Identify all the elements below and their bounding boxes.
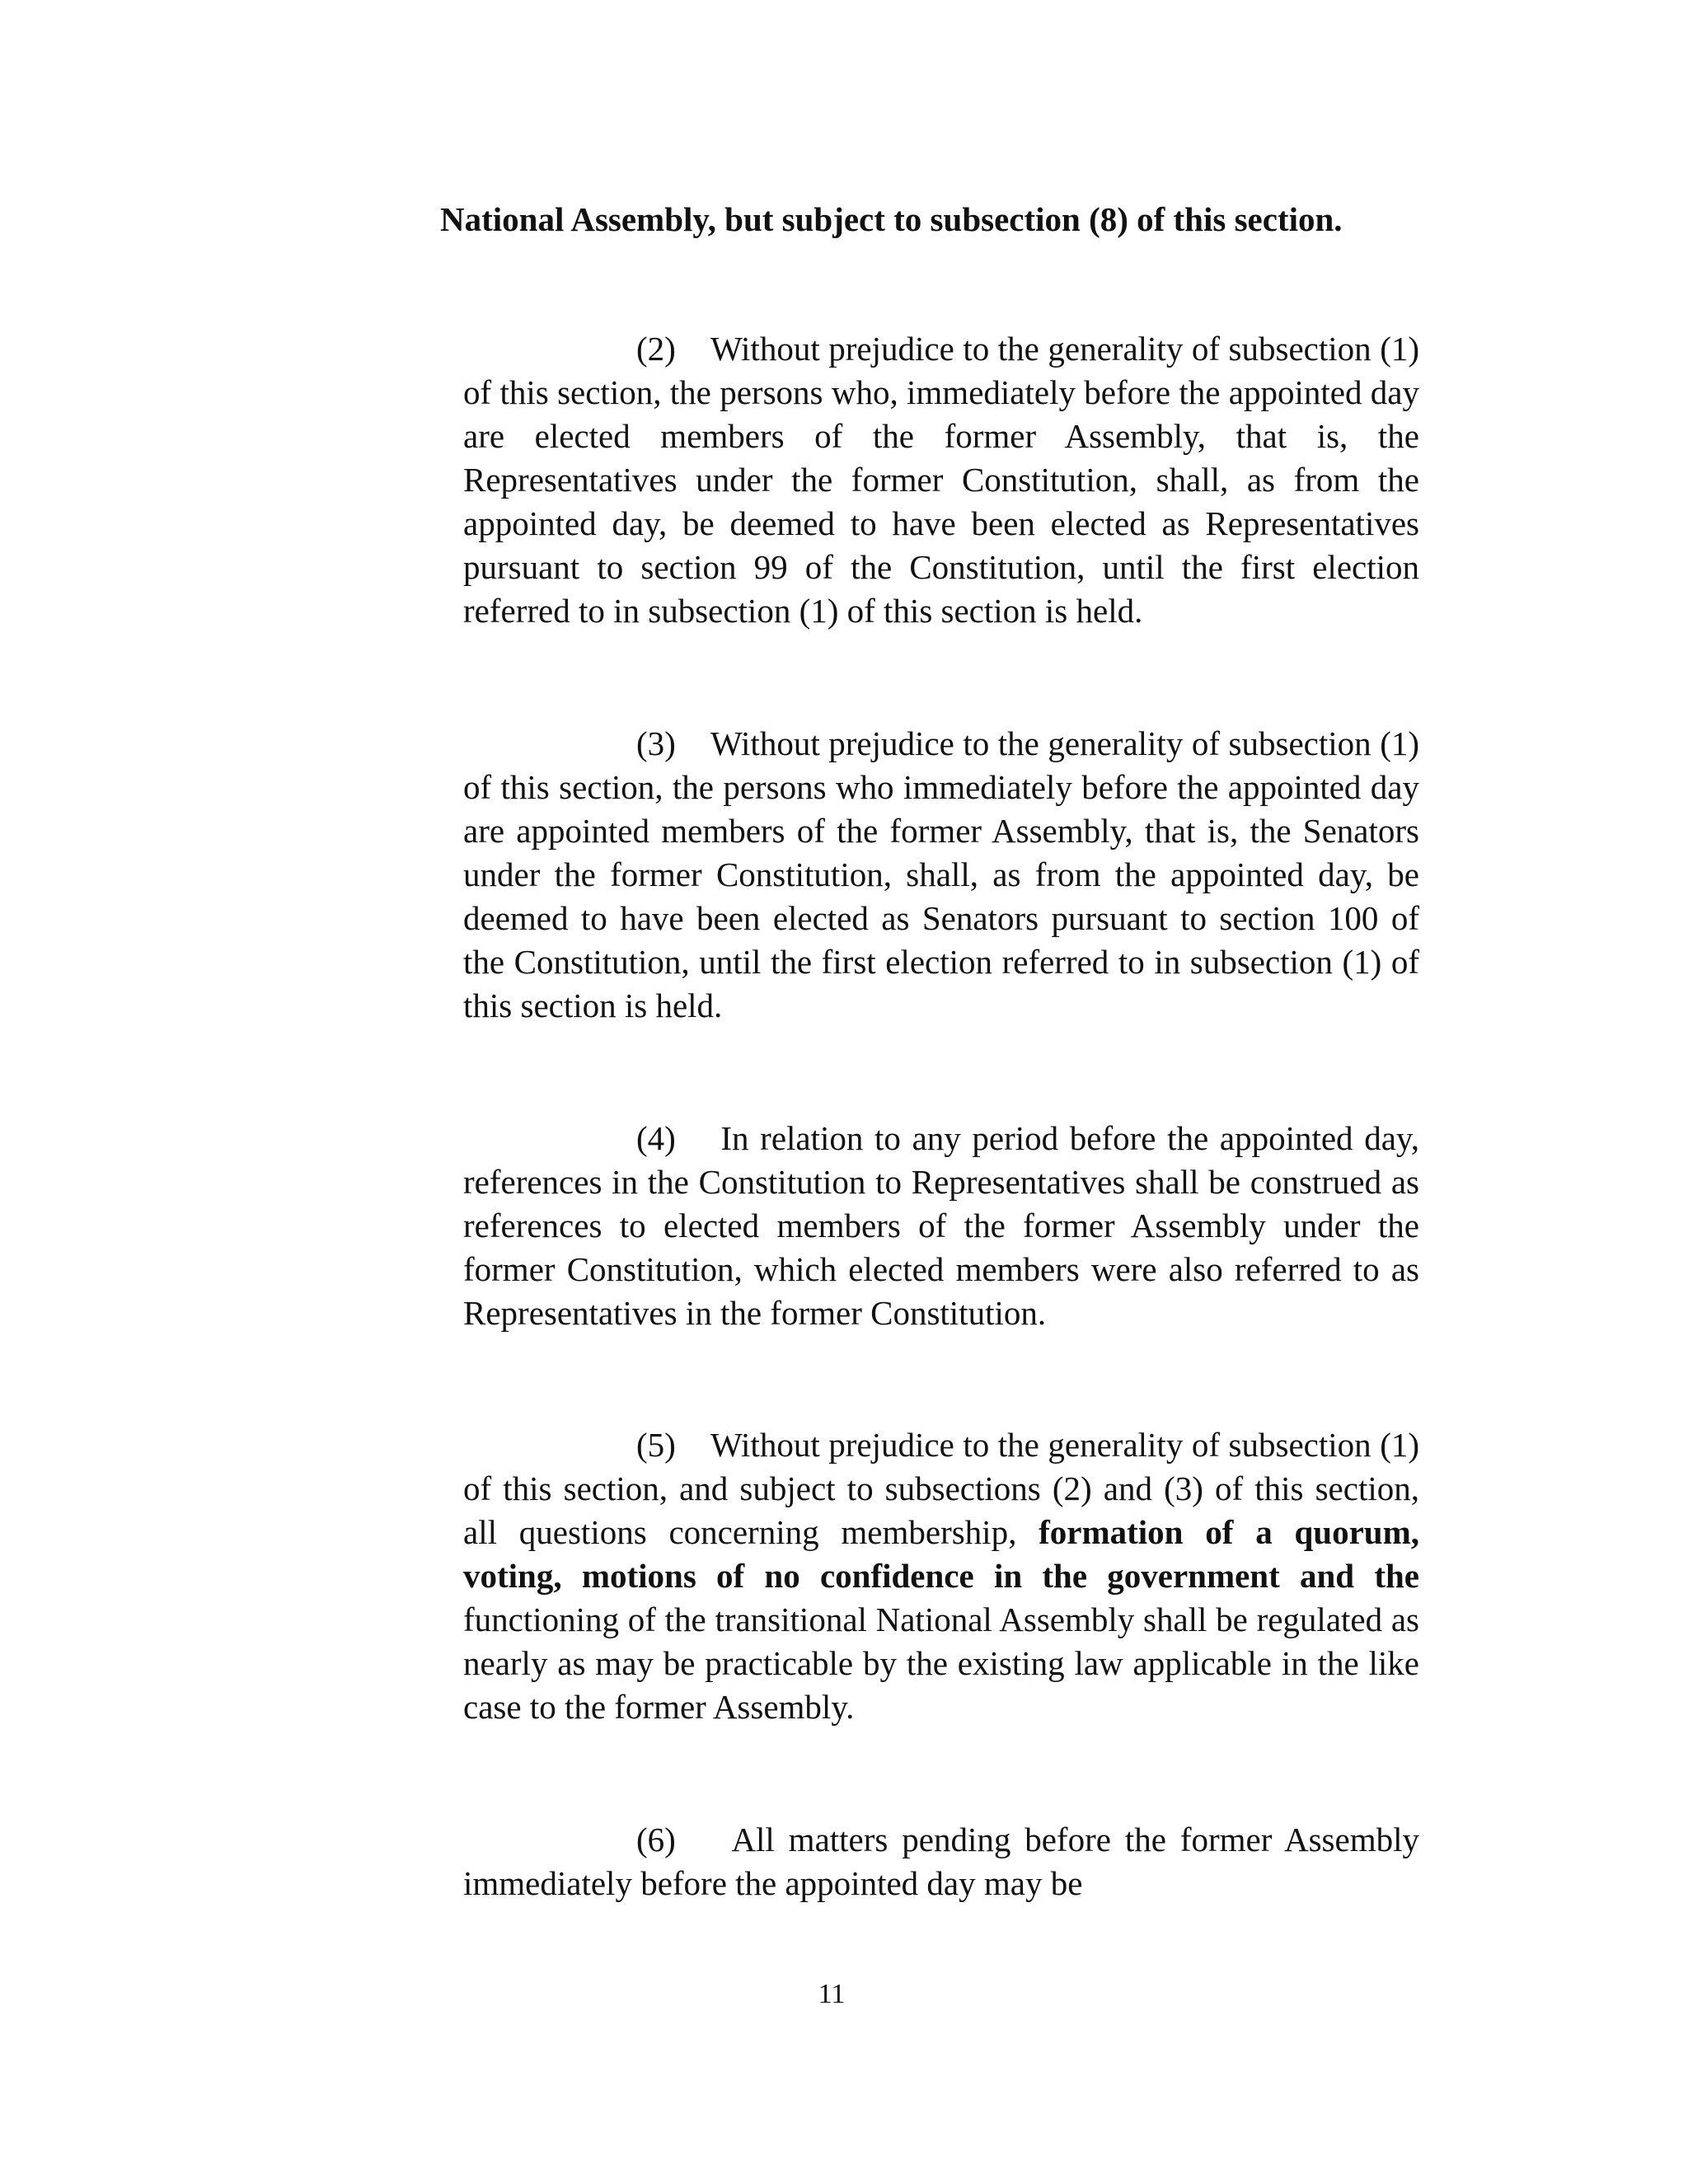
subsection-4-paragraph: (4) In relation to any period before the appointed day, references in the Constitution to Representatives shall be construed as references to elected members of the former Assembly under the former Constitution, which elected members were also referred to as Representatives in the former Constitution. bbox=[463, 1119, 1419, 1332]
subsection-6-paragraph: (6) All matters pending before the former Assembly immediately before the appointed day may be bbox=[463, 1821, 1419, 1902]
subsection-5-text-start: (5) Without prejudice to the generality of subsection (1) of this section, and subject to subsections (2) and (3) of this section, all questions concerning membership, bbox=[463, 1426, 1419, 1551]
subsection-5-text-end: functioning of the transitional National Assembly shall be regulated as nearly as may be practicable by the existing law applicable in the like case to the former Assembly. bbox=[463, 1601, 1419, 1726]
subsection-2-paragraph: (2) Without prejudice to the generality of subsection (1) of this section, the persons who, immediately before the appointed day are elected members of the former Assembly, that is, the Representatives under the former Constitution, shall, as from the appointed day, be deemed to have been elected as Representatives pursuant to section 99 of the Constitution, until the first election referred to in subsection (1) of this section is held. bbox=[463, 330, 1419, 630]
page-number: 11 bbox=[818, 1979, 846, 2009]
subsection-5-bold-text: formation of a quorum, voting, motions of no confidence in the government and the bbox=[463, 1513, 1419, 1595]
subsection-3-paragraph: (3) Without prejudice to the generality of subsection (1) of this section, the persons who immediately before the appointed day are appointed members of the former Assembly, that is, the Senators under the former Constitution, shall, as from the appointed day, be deemed to have been elected as Senators pursuant to section 100 of the Constitution, until the first election referred to in subsection (1) of this section is held. bbox=[463, 724, 1419, 1024]
intro-paragraph: National Assembly, but subject to subsection (8) of this section. bbox=[440, 200, 1343, 238]
subsection-5-paragraph bbox=[463, 1423, 1419, 1729]
